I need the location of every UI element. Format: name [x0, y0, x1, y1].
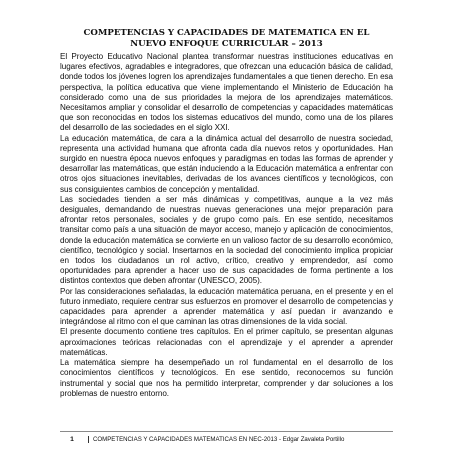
paragraph: La matemática siempre ha desempeñado un rol fundamental en el desarrollo de los conocimientos científicos y tecnológicos. En ese sentido, reconocemos su función instrumental y social que nos ha permitido interpretar, comprender y dar soluciones a los problemas de nuestro entorno.: [60, 358, 393, 398]
document-title: [40, 28, 413, 50]
paragraph: La educación matemática, de cara a la dinámica actual del desarrollo de nuestra sociedad, representa una actividad humana que afronta cada día nuevos retos y oportunidades. Han surgido en nuestra época nuevos enfoques y paradigmas en todas las formas de aprender y desarrollar las matemáticas, que están induciendo a la Educación matemática a enfrentar con otros ojos situaciones inevitables, derivadas de los avances científicos y tecnológicos, con sus consiguientes cambios de concepción y mentalidad.: [60, 133, 393, 194]
paragraph: Por las consideraciones señaladas, la educación matemática peruana, en el presente y en el futuro inmediato, requiere centrar sus esfuerzos en promover el desarrollo de competencias y capacidades para aprender a aprender matemática y así puedan ir avanzando e integrándose al ritmo con el que caminan las otras dimensiones de la vida social.: [60, 286, 393, 327]
page-footer: [60, 432, 393, 446]
title-line-1: COMPETENCIAS Y CAPACIDADES DE MATEMATICA EN EL: [83, 28, 370, 38]
paragraph: El presente documento contiene tres capítulos. En el primer capítulo, se presentan algunas aproximaciones teóricas relacionadas con el aprendizaje y el aprender a aprender matemáticas.: [60, 327, 393, 357]
footer-text: COMPETENCIAS Y CAPACIDADES MATEMATICAS EN NEC-2013 - Edgar Zavaleta Portillo: [93, 435, 345, 443]
title-line-2: NUEVO ENFOQUE CURRICULAR – 2013: [130, 39, 323, 49]
paragraph: Las sociedades tienden a ser más dinámicas y competitivas, aunque a la vez más desiguales, demandando de nuestras nuevas generaciones una mejor preparación para afrontar retos personales, sociales y de grupo como país. En ese sentido, necesitamos transitar como país a una situación de mayor acceso, manejo y aplicación de conocimientos, donde la educación matemática se convierte en un valioso factor de su desarrollo económico, científico, tecnológico y social. Insertarnos en la sociedad del conocimiento implica propiciar en todos los ciudadanos un rol activo, crítico, creativo y emprendedor, así como oportunidades para aprender a hacer uso de sus capacidades de forma pertinente a los distintos contextos que deben afrontar (UNESCO, 2005).: [60, 194, 393, 286]
paragraph: El Proyecto Educativo Nacional plantea transformar nuestras instituciones educativas en lugares efectivos, agradables e integradores, que ofrezcan una educación básica de calidad, donde todos los jóvenes logren los aprendizajes fundamentales a que tienen derecho. En esa perspectiva, la política educativa que viene implementando el Ministerio de Educación ha considerado como una de sus prioridades la mejora de los aprendizajes matemáticos. Necesitamos ampliar y consolidar el desarrollo de competencias y capacidades matemáticas que son reconocidas en todos los sistemas educativos del mundo, como una de los pilares del desarrollo de las sociedades en el siglo XXI.: [60, 52, 393, 133]
page-number: 1: [60, 436, 89, 443]
document-body: [60, 52, 393, 399]
